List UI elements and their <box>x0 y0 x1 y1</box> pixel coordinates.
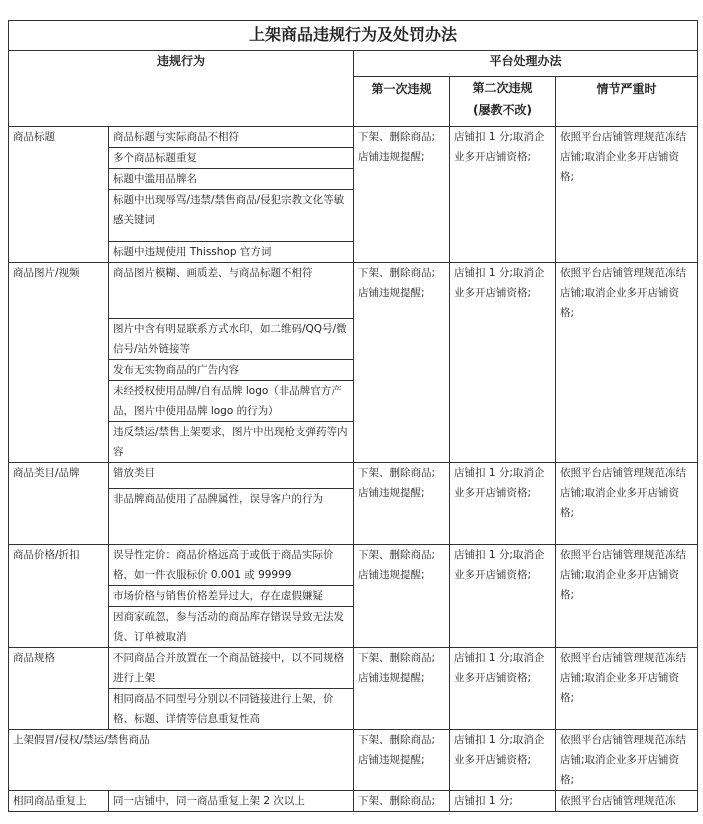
category-cell: 商品类目/品牌 <box>9 463 109 545</box>
violation-item: 商品标题与实际商品不相符 <box>109 127 354 148</box>
page-title: 上架商品违规行为及处罚办法 <box>9 21 698 51</box>
first-penalty: 下架、删除商品;店铺违规提醒; <box>354 545 450 648</box>
violation-item: 发布无实物商品的广告内容 <box>109 360 354 381</box>
violation-item: 相同商品不同型号分别以不同链接进行上架，价格、标题、详情等信息重复性高 <box>109 689 354 730</box>
second-penalty: 店铺扣 1 分;取消企业多开店铺资格; <box>450 545 556 648</box>
severe-penalty: 依照平台店铺管理规范冻结店铺;取消企业多开店铺资格; <box>556 463 698 545</box>
header-platform: 平台处理办法 <box>354 51 698 77</box>
first-penalty: 下架、删除商品;店铺违规提醒; <box>354 730 450 791</box>
category-cell: 商品图片/视频 <box>9 263 109 463</box>
second-penalty: 店铺扣 1 分;取消企业多开店铺资格; <box>450 648 556 730</box>
severe-penalty: 依照平台店铺管理规范冻结店铺;取消企业多开店铺资格; <box>556 545 698 648</box>
header-second-line2: (屡教不改) <box>473 103 532 117</box>
header-first-violation: 第一次违规 <box>354 77 450 127</box>
second-penalty: 店铺扣 1 分;取消企业多开店铺资格; <box>450 463 556 545</box>
violation-item: 因商家疏忽，参与活动的商品库存错误导致无法发货、订单被取消 <box>109 607 354 648</box>
severe-penalty: 依照平台店铺管理规范冻结店铺;取消企业多开店铺资格; <box>556 263 698 463</box>
violation-item: 违反禁运/禁售上架要求，图片中出现枪支弹药等内容 <box>109 422 354 463</box>
violation-item: 不同商品合并放置在一个商品链接中，以不同规格进行上架 <box>109 648 354 689</box>
category-cell: 商品标题 <box>9 127 109 263</box>
header-second-violation <box>450 77 556 127</box>
severe-penalty: 依照平台店铺管理规范冻结店铺;取消企业多开店铺资格; <box>556 648 698 730</box>
severe-penalty: 依照平台店铺管理规范冻 <box>556 791 698 812</box>
header-severe: 情节严重时 <box>556 77 698 127</box>
violation-item: 市场价格与销售价格差异过大，存在虚假嫌疑 <box>109 586 354 607</box>
second-penalty: 店铺扣 1 分; <box>450 791 556 812</box>
violation-item: 错放类目 <box>109 463 354 489</box>
violation-item: 标题中出现辱骂/违禁/禁售商品/侵犯宗教文化等敏感关键词 <box>109 190 354 242</box>
second-penalty: 店铺扣 1 分;取消企业多开店铺资格; <box>450 263 556 463</box>
category-cell: 商品价格/折扣 <box>9 545 109 648</box>
violation-item: 未经授权使用品牌/自有品牌 logo（非品牌官方产品，图片中使用品牌 logo 的行为） <box>109 381 354 422</box>
first-penalty: 下架、删除商品;店铺违规提醒; <box>354 263 450 463</box>
first-penalty: 下架、删除商品;店铺违规提醒; <box>354 463 450 545</box>
violation-item: 标题中违规使用 Thisshop 官方词 <box>109 242 354 263</box>
violation-item: 标题中滥用品牌名 <box>109 169 354 190</box>
first-penalty: 下架、删除商品; <box>354 791 450 812</box>
violation-table <box>8 20 698 812</box>
first-penalty: 下架、删除商品;店铺违规提醒; <box>354 127 450 263</box>
second-penalty: 店铺扣 1 分;取消企业多开店铺资格; <box>450 127 556 263</box>
severe-penalty: 依照平台店铺管理规范冻结店铺;取消企业多开店铺资格; <box>556 730 698 791</box>
second-penalty: 店铺扣 1 分;取消企业多开店铺资格; <box>450 730 556 791</box>
violation-item: 误导性定价：商品价格远高于或低于商品实际价格，如一件衣服标价 0.001 或 99999 <box>109 545 354 586</box>
first-penalty: 下架、删除商品;店铺违规提醒; <box>354 648 450 730</box>
violation-item: 商品图片模糊、画质差、与商品标题不相符 <box>109 263 354 319</box>
header-violation: 违规行为 <box>9 51 354 127</box>
category-cell: 商品规格 <box>9 648 109 730</box>
header-second-line1: 第二次违规 <box>472 81 533 95</box>
violation-item: 图片中含有明显联系方式水印，如二维码/QQ号/微信号/站外链接等 <box>109 319 354 360</box>
severe-penalty: 依照平台店铺管理规范冻结店铺;取消企业多开店铺资格; <box>556 127 698 263</box>
violation-item: 非品牌商品使用了品牌属性，误导客户的行为 <box>109 489 354 545</box>
violation-item: 同一店铺中，同一商品重复上架 2 次以上 <box>109 791 354 812</box>
violation-item: 多个商品标题重复 <box>109 148 354 169</box>
category-cell: 相同商品重复上 <box>9 791 109 812</box>
category-cell: 上架假冒/侵权/禁运/禁售商品 <box>9 730 354 791</box>
